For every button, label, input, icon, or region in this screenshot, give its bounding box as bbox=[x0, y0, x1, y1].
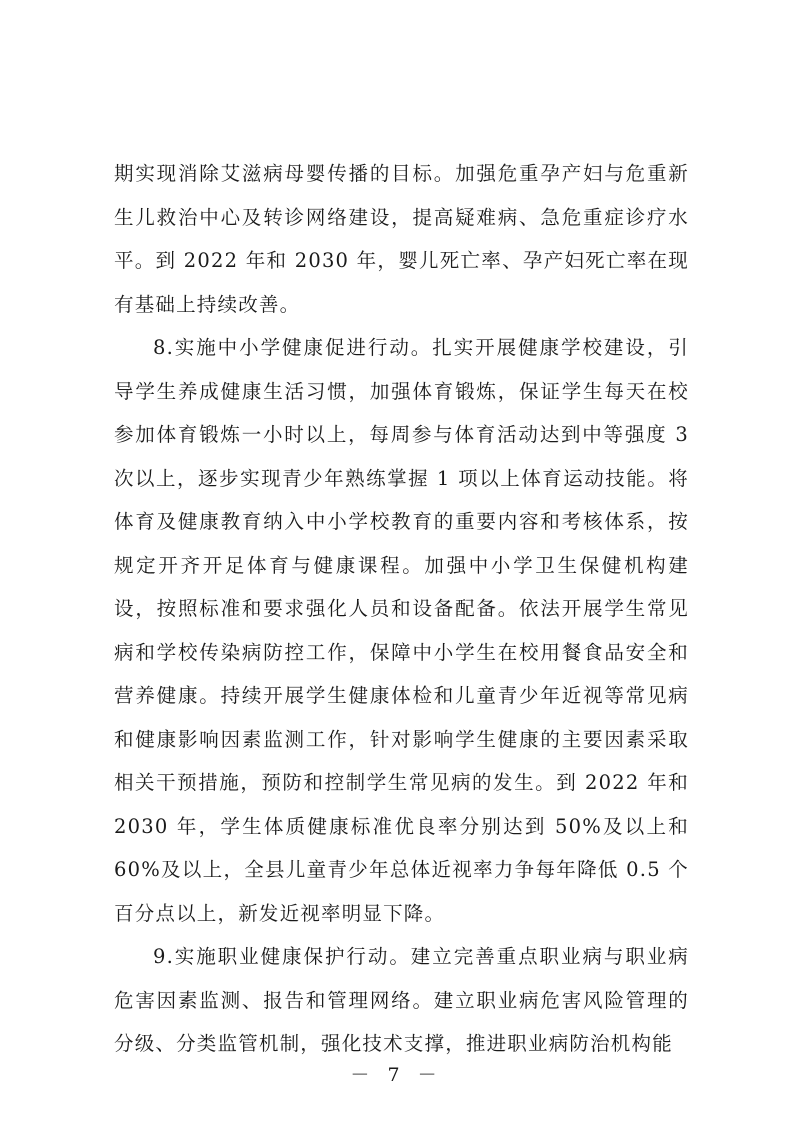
page-number: － 7 － bbox=[350, 1064, 443, 1086]
paragraph-item-8: 8.实施中小学健康促进行动。扎实开展健康学校建设，引导学生养成健康生活习惯，加强体育锻炼，保证学生每天在校参加体育锻炼一小时以上，每周参与体育活动达到中等强度 3 次以上，逐步实现青少年熟练掌握 1 项以上体育运动技能。将体育及健康教育纳入中小学校教育的重要内容和考核体系，按规定开齐开足体育与健康课程。加强中小学卫生保健机构建设，按照标准和要求强化人员和设备配备。依法开展学生常见病和学校传染病防控工作，保障中小学生在校用餐食品安全和营养健康。持续开展学生健康体检和儿童青少年近视等常见病和健康影响因素监测工作，针对影响学生健康的主要因素采取相关干预措施，预防和控制学生常见病的发生。到 2022 年和 2030 年，学生体质健康标准优良率分别达到 50%及以上和 60%及以上，全县儿童青少年总体近视率力争每年降低 0.5 个百分点以上，新发近视率明显下降。 bbox=[114, 336, 689, 925]
document-body bbox=[114, 152, 689, 1066]
paragraph-continuation: 期实现消除艾滋病母婴传播的目标。加强危重孕产妇与危重新生儿救治中心及转诊网络建设，提高疑难病、急危重症诊疗水平。到 2022 年和 2030 年，婴儿死亡率、孕产妇死亡率在现有基础上持续改善。 bbox=[114, 162, 689, 316]
paragraph-item-9: 9.实施职业健康保护行动。建立完善重点职业病与职业病危害因素监测、报告和管理网络。建立职业病危害风险管理的分级、分类监管机制，强化技术支撑，推进职业病防治机构能 bbox=[114, 945, 689, 1055]
